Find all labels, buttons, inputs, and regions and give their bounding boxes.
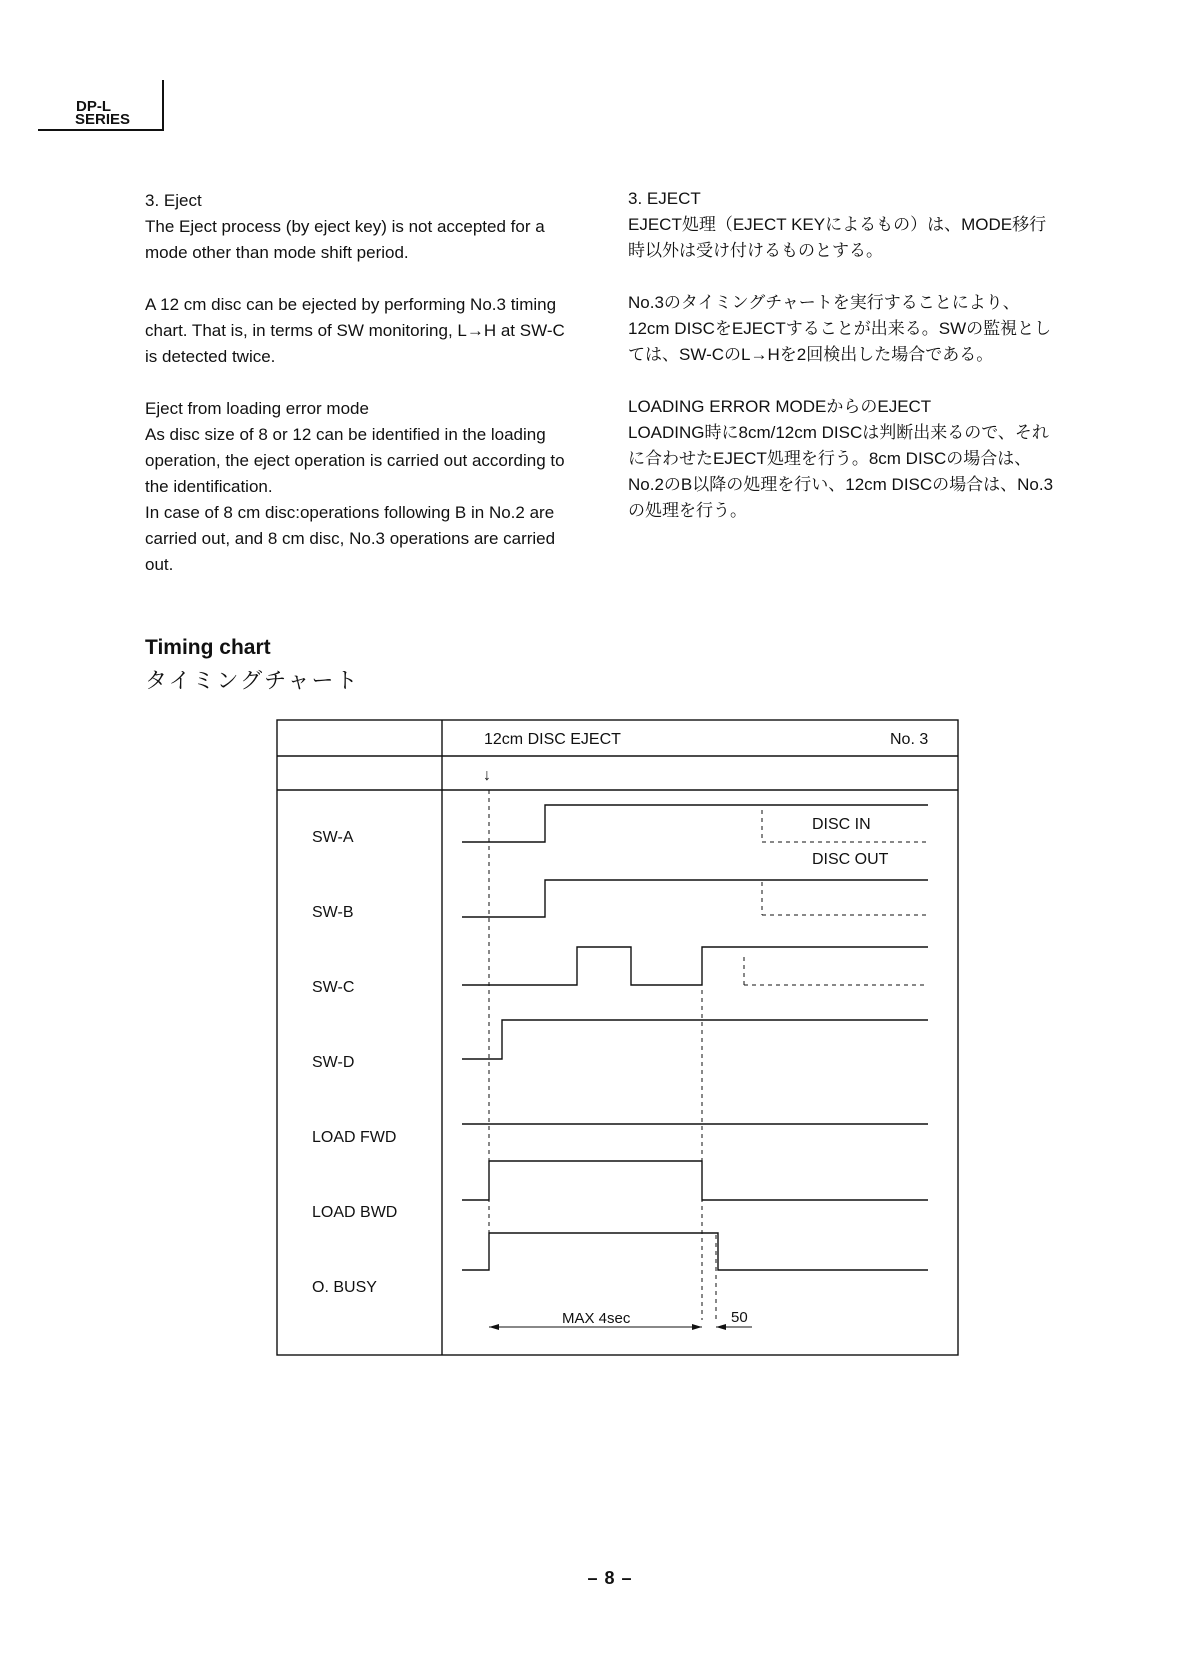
header-series: SERIES	[75, 111, 131, 128]
disc-eject-body-ja-line: 12cm DISCをEJECTすることが出来る。SWの監視とし	[628, 319, 1052, 338]
signal-label-sw-d: SW-D	[312, 1054, 355, 1071]
timing-chart-title: Timing chart	[145, 636, 271, 659]
trigger-arrow-icon: ↓	[483, 767, 491, 784]
eject-body-ja-line: EJECT処理（EJECT KEYによるもの）は、MODE移行	[628, 215, 1047, 234]
header-model: DP-L	[76, 98, 111, 115]
load-bwd-waveform	[462, 1161, 928, 1200]
sw-d-waveform	[462, 1020, 928, 1059]
page-number: – 8 –	[587, 1568, 633, 1588]
eject-body-en-line: The Eject process (by eject key) is not accepted for a	[145, 217, 545, 236]
loading-error-body-en-line: out.	[145, 555, 174, 574]
loading-error-body-ja-line: No.2のB以降の処理を行い、12cm DISCの場合は、No.3	[628, 475, 1054, 494]
eject-body-ja-line: 時以外は受け付けるものとする。	[628, 241, 883, 260]
o-busy-waveform	[462, 1233, 928, 1270]
delay-label: 50	[731, 1309, 748, 1326]
signal-label-sw-c: SW-C	[312, 979, 355, 996]
signal-label-o-busy: O. BUSY	[312, 1279, 377, 1296]
loading-error-body-ja-line: LOADING時に8cm/12cm DISCは判断出来るので、それ	[628, 423, 1049, 442]
disc-eject-body-ja-line: No.3のタイミングチャートを実行することにより、	[628, 293, 1020, 312]
disc-eject-body-en-line: A 12 cm disc can be ejected by performing No.3 timing	[145, 295, 557, 314]
sw-b-waveform	[462, 880, 928, 917]
disc-in-label: DISC IN	[812, 816, 871, 833]
loading-error-body-en-line: As disc size of 8 or 12 can be identified in the loading	[145, 425, 546, 444]
chart-title-label: 12cm DISC EJECT	[484, 731, 621, 748]
chart-number-label: No. 3	[890, 731, 929, 748]
eject-heading-ja: 3. EJECT	[628, 189, 701, 208]
max-time-right-arrowhead	[692, 1324, 702, 1330]
signal-label-sw-a: SW-A	[312, 829, 354, 846]
loading-error-body-en-line: the identification.	[145, 477, 273, 496]
signal-label-load-bwd: LOAD BWD	[312, 1204, 398, 1221]
eject-body-en-line: mode other than mode shift period.	[145, 243, 409, 262]
signal-label-sw-b: SW-B	[312, 904, 354, 921]
loading-error-body-en-line: operation, the eject operation is carried out according to	[145, 451, 565, 470]
loading-error-body-ja-line: の処理を行う。	[628, 501, 747, 520]
loading-error-body-ja-line: に合わせたEJECT処理を行う。8cm DISCの場合は、	[628, 449, 1032, 468]
loading-error-heading-ja: LOADING ERROR MODEからのEJECT	[628, 397, 932, 416]
max-time-left-arrowhead	[489, 1324, 499, 1330]
disc-out-label: DISC OUT	[812, 851, 889, 868]
disc-eject-body-en-line: is detected twice.	[145, 347, 276, 366]
timing-chart-subtitle-ja: タイミングチャート	[145, 668, 360, 693]
signal-label-load-fwd: LOAD FWD	[312, 1129, 397, 1146]
loading-error-heading-en: Eject from loading error mode	[145, 399, 369, 418]
disc-eject-body-ja-line: ては、SW-CのL→Hを2回検出した場合である。	[628, 345, 994, 364]
delay-arrowhead	[716, 1324, 726, 1330]
eject-heading-en: 3. Eject	[145, 191, 202, 210]
disc-eject-body-en-line: chart. That is, in terms of SW monitoring, L→H at SW-C	[145, 321, 565, 340]
sw-c-waveform	[462, 947, 928, 985]
loading-error-body-en-line: In case of 8 cm disc:operations following B in No.2 are	[145, 503, 555, 522]
max-time-label: MAX 4sec	[562, 1310, 631, 1327]
loading-error-body-en-line: carried out, and 8 cm disc, No.3 operations are carried	[145, 529, 556, 548]
